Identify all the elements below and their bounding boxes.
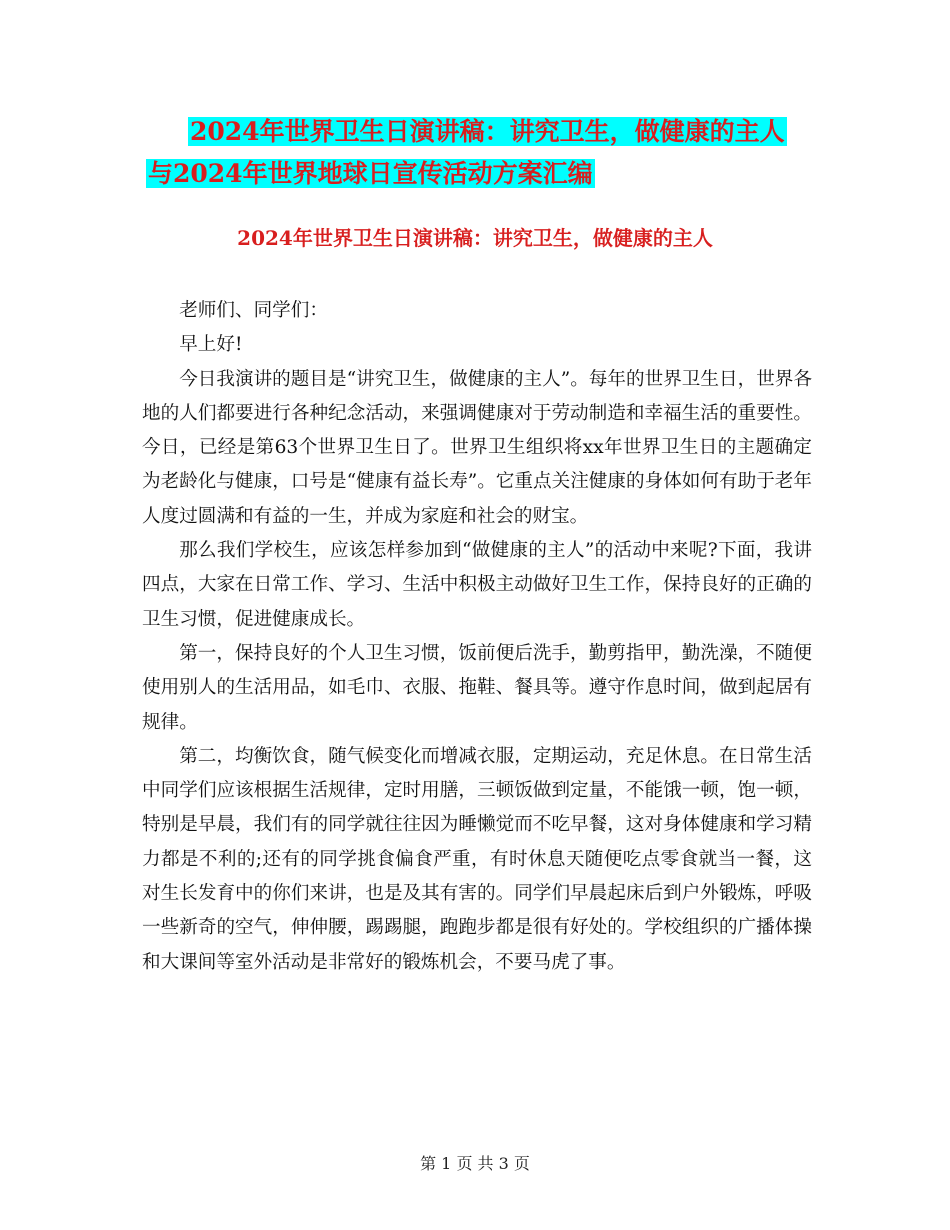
document-body	[142, 294, 812, 980]
paragraph-intro: 今日我演讲的题目是“讲究卫生，做健康的主人”。每年的世界卫生日，世界各地的人们都要进行各种纪念活动，来强调健康对于劳动制造和幸福生活的重要性。今日，已经是第63个世界卫生日了。世界卫生组织将xx年世界卫生日的主题确定为老龄化与健康，口号是“健康有益长寿”。它重点关注健康的身体如何有助于老年人度过圆满和有益的一生，并成为家庭和社会的财宝。	[142, 368, 812, 527]
document-title-text-2: 与2024年世界地球日宣传活动方案汇编	[148, 159, 593, 188]
paragraph-greeting-morning: 早上好!	[179, 334, 243, 356]
document-title-text-1: 2024年世界卫生日演讲稿：讲究卫生，做健康的主人	[190, 117, 785, 146]
paragraph-question: 那么我们学校生，应该怎样参加到“做健康的主人”的活动中来呢?下面，我讲四点，大家在日常工作、学习、生活中积极主动做好卫生工作，保持良好的正确的卫生习惯，促进健康成长。	[142, 540, 812, 630]
paragraph-point-two: 第二，均衡饮食，随气候变化而增减衣服，定期运动，充足休息。在日常生活中同学们应该根据生活规律，定时用膳，三顿饭做到定量，不能饿一顿，饱一顿，特别是早晨，我们有的同学就往往因为睡懒觉而不吃早餐，这对身体健康和学习精力都是不利的;还有的同学挑食偏食严重，有时休息天随便吃点零食就当一餐，这对生长发育中的你们来讲，也是及其有害的。同学们早晨起床后到户外锻炼，呼吸一些新奇的空气，伸伸腰，踢踢腿，跑跑步都是很有好处的。学校组织的广播体操和大课间等室外活动是非常好的锻炼机会，不要马虎了事。	[142, 745, 812, 973]
paragraph-greeting-audience: 老师们、同学们：	[179, 300, 328, 321]
document-title-line-2	[146, 157, 595, 191]
document-title-line-1	[188, 115, 787, 149]
section-heading: 2024年世界卫生日演讲稿：讲究卫生，做健康的主人	[237, 226, 713, 250]
paragraph-point-one: 第一，保持良好的个人卫生习惯，饭前便后洗手，勤剪指甲，勤洗澡，不随便使用别人的生活用品，如毛巾、衣服、拖鞋、餐具等。遵守作息时间，做到起居有规律。	[142, 642, 812, 733]
page-footer: 第 1 页 共 3 页	[420, 1154, 530, 1173]
